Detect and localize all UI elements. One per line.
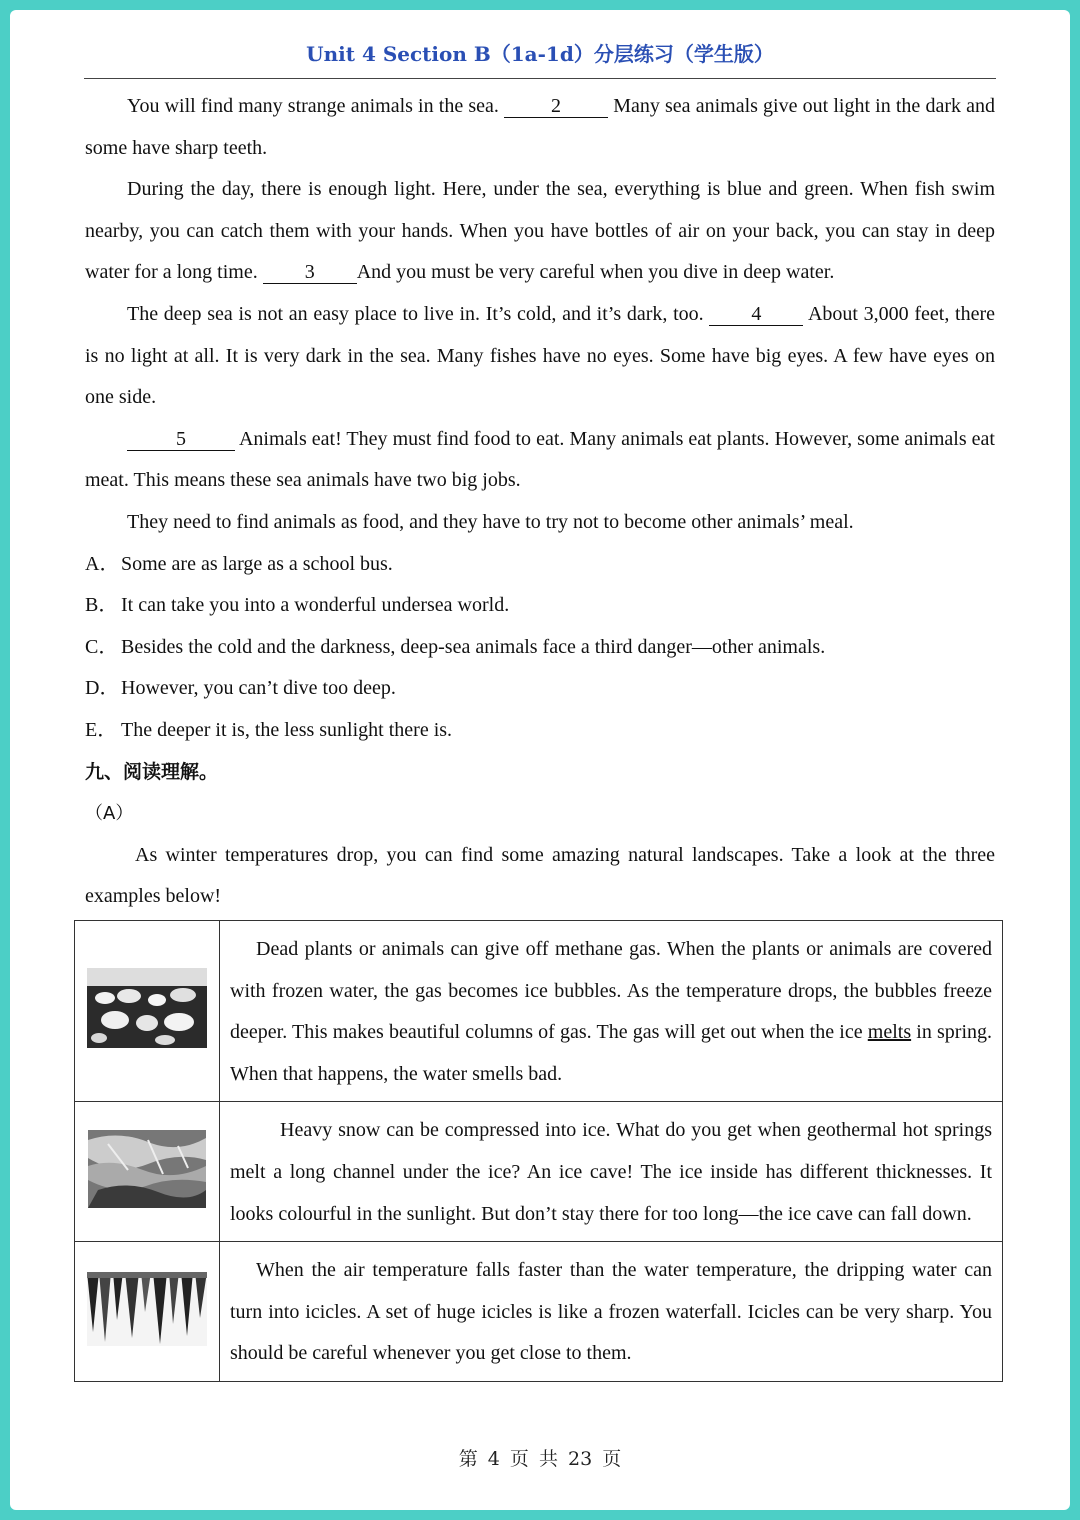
icicles-image	[75, 1242, 220, 1382]
option-b: B． It can take you into a wonderful undersea world.	[85, 594, 510, 617]
reading-intro: As winter temperatures drop, you can find some amazing natural landscapes. Take a look at the three examples below!	[85, 843, 995, 908]
cloze-paragraph-3: The deep sea is not an easy place to live in. It’s cold, and it’s dark, too. 4 About 3,000 feet, there is no light at all. It is very dark in the sea. Many fishes have no eyes. Some have big eyes. A few have eyes on one side.	[85, 302, 995, 409]
cloze-paragraph-2: During the day, there is enough light. Here, under the sea, everything is blue and green. When fish swim nearby, you can catch them with your hands. When you have bottles of air on your back, you can stay in deep water for a long time. 3 And you must be very careful when you dive in deep water.	[85, 178, 995, 284]
option-a: A．Some are as large as a school bus.	[85, 552, 393, 575]
option-c: C． Besides the cold and the darkness, deep-sea animals face a third danger—other animals.	[85, 635, 826, 658]
ice-cave-image	[75, 1102, 220, 1242]
subsection-label: （A）	[85, 803, 134, 825]
header-divider	[84, 78, 996, 79]
ice-bubbles-photo-icon	[87, 968, 207, 1048]
icicles-photo-icon	[87, 1272, 207, 1346]
passage-text-3: When the air temperature falls faster than the water temperature, the dripping water can turn into icicles. A set of huge icicles is like a frozen waterfall. Icicles can be very sharp. You should be careful whenever you get close to them.	[220, 1242, 1003, 1382]
ice-cave-photo-icon	[88, 1130, 206, 1208]
cloze-paragraph-5: They need to find animals as food, and they have to try not to become other animals’ meal.	[127, 510, 854, 533]
blank-4: 4	[709, 303, 803, 326]
page-footer: 第 4 页 共 23 页	[458, 1448, 622, 1470]
underlined-word-melts: melts	[867, 1021, 912, 1044]
blank-5: 5	[127, 428, 235, 451]
blank-3: 3	[263, 261, 357, 284]
passage-table	[74, 920, 1003, 1382]
passage-row-ice-bubbles	[75, 921, 1003, 1102]
cloze-paragraph-1: You will find many strange animals in the sea. 2 Many sea animals give out light in the dark and some have sharp teeth.	[85, 95, 996, 159]
blank-2: 2	[504, 95, 608, 118]
option-e: E． The deeper it is, the less sunlight there is.	[85, 718, 453, 741]
option-d: D．However, you can’t dive too deep.	[85, 677, 396, 700]
page-header-title: Unit 4 Section B（1a-1d）分层练习（学生版）	[306, 42, 774, 66]
cloze-passage	[85, 86, 995, 918]
passage-row-ice-cave	[75, 1102, 1003, 1242]
passage-text-2: Heavy snow can be compressed into ice. What do you get when geothermal hot springs melt a long channel under the ice? An ice cave! The ice inside has different thicknesses. It looks colourful in the sunlight. But don’t stay there for too long—the ice cave can fall down.	[220, 1102, 1003, 1242]
passage-text-1: Dead plants or animals can give off methane gas. When the plants or animals are covered with frozen water, the gas becomes ice bubbles. As the temperature drops, the bubbles freeze deeper. This makes beautiful columns of gas. The gas will get out when the ice melts in spring. When that happens, the water smells bad.	[220, 921, 1003, 1102]
section-heading: 九、阅读理解。	[85, 760, 219, 783]
passage-row-icicles	[75, 1242, 1003, 1382]
document-page	[10, 10, 1070, 1510]
cloze-paragraph-4: 5 Animals eat! They must find food to eat. Many animals eat plants. However, some animals eat meat. This means these sea animals have two big jobs.	[85, 427, 995, 492]
ice-bubbles-image	[75, 921, 220, 1102]
